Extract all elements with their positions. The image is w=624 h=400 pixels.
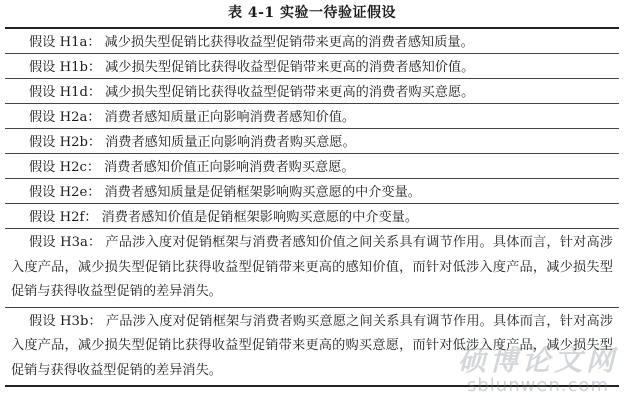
hypothesis-label: 假设 H2a： [29,110,101,125]
hypothesis-text: 消费者感知质量正向影响消费者感知价值。 [104,110,356,125]
hypothesis-row-h2e [5,179,619,204]
hypothesis-text: 产品涉入度对促销框架与消费者感知价值之间关系具有调节作用。具体而言，针对高涉入度产品，减少损失型促销比获得收益型促销带来更高的感知价值，而针对低涉入度产品，减少损失型促销与获得收益型促销的差异消失。 [11,235,613,299]
hypothesis-row-h2b [5,129,619,154]
hypothesis-row-h3a [5,229,619,308]
watermark-url: sblunwen.com [466,375,609,396]
hypothesis-row-h2f [5,204,619,229]
table-title: 表 4-1 实验一待验证假设 [227,5,397,21]
hypothesis-text: 消费者感知质量是促销框架影响购买意愿的中介变量。 [104,185,421,200]
hypotheses-table [5,27,619,387]
hypothesis-row-h2a [5,104,619,129]
hypothesis-text: 消费者感知质量正向影响消费者购买意愿。 [105,135,356,150]
hypothesis-row-h1d [5,79,619,104]
hypothesis-row-h2c [5,154,619,179]
hypothesis-text: 减少损失型促销比获得收益型促销带来更高的消费者感知价值。 [105,60,475,75]
hypothesis-text: 消费者感知价值正向影响消费者购买意愿。 [104,160,355,175]
hypothesis-text: 减少损失型促销比获得收益型促销带来更高的消费者感知质量。 [104,35,474,50]
hypothesis-row-h1b [5,54,619,79]
hypothesis-label: 假设 H3a： [29,235,102,250]
hypothesis-label: 假设 H2b： [29,135,102,150]
hypothesis-text: 消费者感知价值是促销框架影响购买意愿的中介变量。 [101,210,419,225]
hypothesis-label: 假设 H3b： [29,313,102,329]
hypothesis-row-h3b [5,308,619,386]
hypothesis-label: 假设 H1b： [29,60,102,75]
hypothesis-label: 假设 H2c： [29,160,101,175]
hypothesis-label: 假设 H2f： [29,210,98,225]
watermark-logo-text: 硕博论文网 [457,344,618,377]
hypothesis-label: 假设 H2e： [29,185,101,200]
hypothesis-label: 假设 H1a： [29,35,101,50]
hypothesis-row-h1a [5,29,619,54]
hypothesis-text: 减少损失型促销比获得收益型促销带来更高的消费者购买意愿。 [105,85,475,100]
hypothesis-text: 产品涉入度对促销框架与消费者购买意愿之间关系具有调节作用。具体而言，针对高涉入度产品，减少损失型促销比获得收益型促销带来更高的购买意愿，而针对低涉入度产品，减少损失型促销与获得收益型促销的差异消失。 [11,313,614,378]
hypothesis-label: 假设 H1d： [29,85,102,100]
